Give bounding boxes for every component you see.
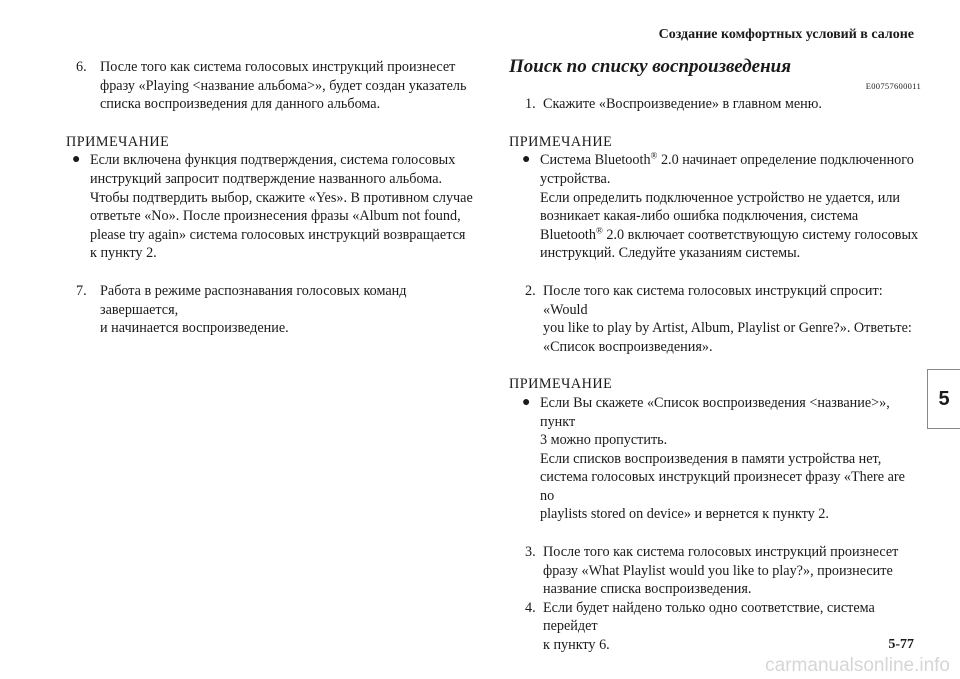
step-2 [525, 282, 921, 356]
section-code: E00757600011 [865, 80, 921, 91]
registered-mark: ® [650, 150, 658, 161]
note-bullet [522, 151, 921, 263]
text-line: После того как система голосовых инструкций произнесет [543, 544, 899, 561]
text-line: фразу «What Playlist would you like to play?», произнесите [543, 562, 893, 579]
step-4 [525, 599, 921, 655]
text-line: ответьте «No». После произнесения фразы «Album not found, [90, 208, 461, 225]
text-line: инструкций запросит подтверждение названного альбома. [90, 170, 443, 187]
text-line: Работа в режиме распознавания голосовых команд завершается, [100, 282, 407, 318]
bullet-icon: ● [522, 394, 531, 410]
step-number: 7. [76, 282, 87, 299]
text-line: устройства. [540, 170, 611, 187]
note-label: ПРИМЕЧАНИЕ [66, 133, 170, 150]
text-line: you like to play by Artist, Album, Playlist or Genre?». Ответьте: [543, 320, 912, 337]
text-line: Скажите «Воспроизведение» в главном меню. [543, 96, 822, 113]
text-fragment: Bluetooth [540, 226, 596, 243]
text-line: «Список воспроизведения». [543, 338, 713, 355]
bullet-icon: ● [522, 152, 531, 168]
section-title: Поиск по списку воспроизведения [509, 56, 791, 77]
step-number: 1. [525, 96, 536, 113]
bullet-icon: ● [72, 152, 81, 168]
text-line: playlists stored on device» и вернется к пункту 2. [540, 506, 829, 523]
text-line: Если Вы скажете «Список воспроизведения <название>», пункт [540, 394, 890, 430]
text-line: Если определить подключенное устройство не удается, или [540, 189, 901, 206]
step-number: 4. [525, 599, 536, 616]
text-line: 3 можно пропустить. [540, 432, 668, 449]
text-line: система голосовых инструкций произнесет фразу «There are no [540, 469, 905, 504]
note-bullet [522, 394, 921, 524]
text-line: инструкций. Следуйте указаниям системы. [540, 245, 801, 262]
text-fragment: Система Bluetooth [540, 152, 651, 169]
page-number: 5-77 [888, 637, 914, 652]
text-line: к пункту 6. [543, 637, 610, 654]
text-line: и начинается воспроизведение. [100, 320, 289, 337]
watermark: carmanualsonline.info [765, 655, 950, 676]
text-line [540, 151, 921, 170]
text-line [540, 226, 921, 245]
text-line: Если будет найдено только одно соответствие, система перейдет [543, 599, 875, 635]
step-number: 2. [525, 282, 536, 299]
step-6 [76, 58, 486, 114]
note-label: ПРИМЕЧАНИЕ [509, 133, 613, 150]
note-bullet [72, 151, 486, 263]
text-fragment: 2.0 начинает определение подключенного [657, 152, 914, 169]
left-column [66, 58, 486, 338]
step-7 [76, 282, 486, 338]
registered-mark: ® [595, 225, 603, 236]
step-1 [525, 95, 921, 114]
note-label: ПРИМЕЧАНИЕ [509, 376, 613, 393]
chapter-tab: 5 [927, 369, 960, 429]
text-line: название списка воспроизведения. [543, 581, 752, 598]
running-header: Создание комфортных условий в салоне [658, 27, 914, 42]
text-line: please try again» система голосовых инструкций возвращается [90, 226, 466, 243]
text-line: возникает какая-либо ошибка подключения, система [540, 208, 859, 225]
text-line: После того как система голосовых инструкций спросит: «Would [543, 282, 883, 318]
step-number: 3. [525, 544, 536, 561]
text-line: фразу «Playing <название альбома>», будет создан указатель [100, 77, 467, 94]
right-column [509, 58, 921, 655]
step-number: 6. [76, 59, 87, 75]
text-line: Если списков воспроизведения в памяти устройства нет, [540, 450, 882, 467]
text-line: После того как система голосовых инструкций произнесет [100, 59, 456, 75]
text-line: Если включена функция подтверждения, система голосовых [90, 152, 456, 169]
text-line: Чтобы подтвердить выбор, скажите «Yes». В противном случае [90, 189, 473, 206]
text-line: списка воспроизведения для данного альбома. [100, 96, 381, 113]
step-3 [525, 543, 921, 599]
text-fragment: 2.0 включает соответствующую систему голосовых [602, 226, 919, 243]
text-line: к пункту 2. [90, 245, 157, 262]
